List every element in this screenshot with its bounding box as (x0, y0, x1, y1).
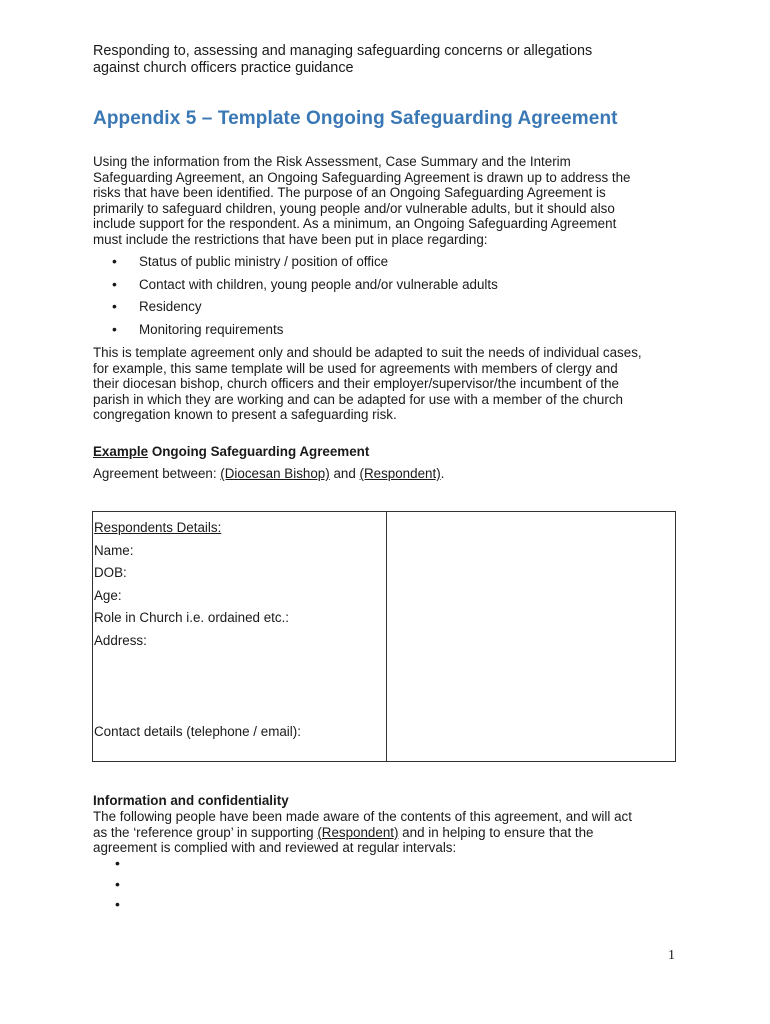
info-line-2-a: as the ‘reference group’ in supporting (93, 824, 318, 840)
header-line-1: Responding to, assessing and managing safeguarding concerns or allegations (93, 43, 593, 59)
info-line-3: agreement is complied with and reviewed at regular intervals: (93, 840, 457, 856)
respondent-details-table (92, 511, 676, 762)
intro-line: must include the restrictions that have been put in place regarding: (93, 231, 488, 247)
note-line: their diocesan bishop, church officers and their employer/supervisor/the incumbent of the (93, 376, 619, 392)
info-line-2-c: and in helping to ensure that the (398, 824, 594, 840)
note-line: parish in which they are working and can be adapted for use with a member of the church (93, 391, 623, 407)
reference-group-list (110, 855, 130, 917)
agreement-prefix: Agreement between: (93, 466, 221, 481)
note-line: congregation known to present a safeguarding risk. (93, 407, 397, 423)
info-respondent: (Respondent) (317, 824, 399, 840)
name-label: Name: (94, 543, 134, 558)
header-line-2: against church officers practice guidance (93, 60, 354, 76)
list-item: • Contact with children, young people and/or vulnerable adults (110, 276, 498, 299)
info-heading: Information and confidentiality (93, 793, 289, 808)
list-item[interactable] (110, 896, 130, 917)
note-line: This is template agreement only and should be adapted to suit the needs of individual cases, (93, 345, 642, 360)
list-item[interactable] (110, 876, 130, 897)
info-paragraph (93, 809, 683, 856)
intro-line: Using the information from the Risk Assessment, Case Summary and the Interim (93, 154, 571, 169)
info-line-2 (93, 825, 683, 841)
intro-line: primarily to safeguard children, young people and/or vulnerable adults, but it should also (93, 200, 615, 216)
page-number: 1 (668, 948, 675, 963)
list-item: • Monitoring requirements (110, 321, 498, 344)
dob-label: DOB: (94, 565, 127, 580)
running-header (93, 43, 693, 77)
example-label: Example (93, 444, 149, 459)
party-respondent: (Respondent) (359, 466, 441, 481)
restrictions-list (110, 253, 498, 343)
example-heading (93, 444, 369, 459)
age-label: Age: (94, 588, 122, 603)
agreement-suffix: . (440, 466, 445, 481)
example-heading-text: Ongoing Safeguarding Agreement (148, 444, 370, 459)
list-item[interactable] (110, 855, 130, 876)
intro-paragraph (93, 154, 683, 248)
details-values-cell[interactable] (387, 512, 675, 761)
intro-line: risks that have been identified. The purpose of an Ongoing Safeguarding Agreement is (93, 185, 606, 201)
details-heading: Respondents Details: (94, 520, 222, 535)
list-item: • Residency (110, 298, 498, 321)
intro-line: include support for the respondent. As a minimum, an Ongoing Safeguarding Agreement (93, 216, 617, 232)
details-labels-cell (93, 512, 387, 761)
role-label: Role in Church i.e. ordained etc.: (94, 610, 290, 625)
contact-label: Contact details (telephone / email): (94, 724, 301, 739)
list-item: • Status of public ministry / position of office (110, 253, 498, 276)
intro-line: Safeguarding Agreement, an Ongoing Safeguarding Agreement is drawn up to address the (93, 169, 631, 185)
agreement-between (93, 466, 444, 481)
note-line: for example, this same template will be used for agreements with members of clergy and (93, 360, 618, 376)
template-note-paragraph (93, 345, 683, 423)
address-label: Address: (94, 633, 147, 648)
page-title: Appendix 5 – Template Ongoing Safeguarding Agreement (93, 108, 618, 129)
party-bishop: (Diocesan Bishop) (220, 466, 330, 481)
info-line-1: The following people have been made aware of the contents of this agreement, and will act (93, 809, 632, 824)
agreement-and: and (329, 466, 360, 481)
